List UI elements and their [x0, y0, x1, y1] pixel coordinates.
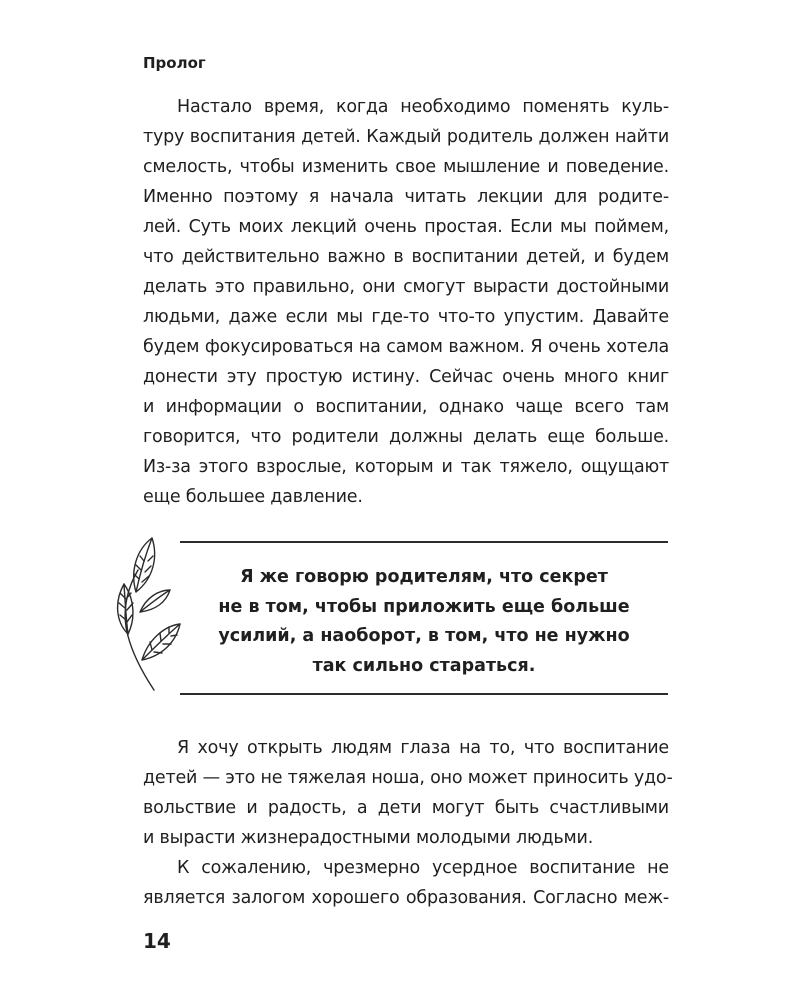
- page-number: 14: [143, 929, 171, 953]
- text-line: Из-за этого взрослые, которым и так тяжело, ощущают: [143, 457, 669, 477]
- text-line: донести эту простую истину. Сейчас очень много книг: [143, 367, 669, 387]
- quote-line: не в том, чтобы приложить еще больше: [218, 596, 630, 617]
- quote-rule-bottom: [180, 693, 668, 695]
- text-line: еще большее давление.: [143, 487, 363, 507]
- text-line: К сожалению, чрезмерно усердное воспитание не: [177, 858, 669, 878]
- text-line: делать это правильно, они смогут вырасти достойными: [143, 277, 669, 297]
- text-line: что действительно важно в воспитании детей, и будем: [143, 247, 669, 267]
- quote-line: усилий, а наоборот, в том, что не нужно: [218, 626, 630, 646]
- quote-line: так сильно стараться.: [312, 655, 536, 676]
- quote-line: Я же говорю родителям, что секрет: [240, 567, 608, 587]
- pull-quote: [180, 563, 668, 681]
- paragraph-body: [143, 733, 673, 913]
- text-line: туру воспитания детей. Каждый родитель должен найти: [143, 127, 669, 147]
- text-line: и информации о воспитании, однако чаще всего там: [143, 397, 669, 417]
- text-line: детей — это не тяжелая ноша, оно может приносить удо-: [143, 768, 673, 788]
- text-line: Именно поэтому я начала читать лекции для родите-: [143, 187, 669, 207]
- text-line: вольствие и радость, а дети могут быть счастливыми: [143, 798, 669, 818]
- text-line: лей. Суть моих лекций очень простая. Если мы поймем,: [143, 217, 669, 237]
- text-line: людьми, даже если мы где-то что-то упустим. Давайте: [143, 307, 669, 327]
- quote-rule-top: [180, 541, 668, 543]
- running-head-title: Пролог: [143, 54, 206, 72]
- paragraph-intro: [143, 92, 669, 512]
- text-line: смелость, чтобы изменить свое мышление и поведение.: [143, 157, 669, 177]
- text-line: Я хочу открыть людям глаза на то, что воспитание: [177, 738, 669, 758]
- text-line: является залогом хорошего образования. Согласно меж-: [143, 888, 669, 908]
- text-line: будем фокусироваться на самом важном. Я очень хотела: [143, 337, 669, 357]
- leaf-ornament-icon: [112, 532, 182, 697]
- text-line: говорится, что родители должны делать еще больше.: [143, 427, 669, 447]
- text-line: Настало время, когда необходимо поменять куль-: [177, 97, 669, 117]
- text-line: и вырасти жизнерадостными молодыми людьми.: [143, 828, 594, 848]
